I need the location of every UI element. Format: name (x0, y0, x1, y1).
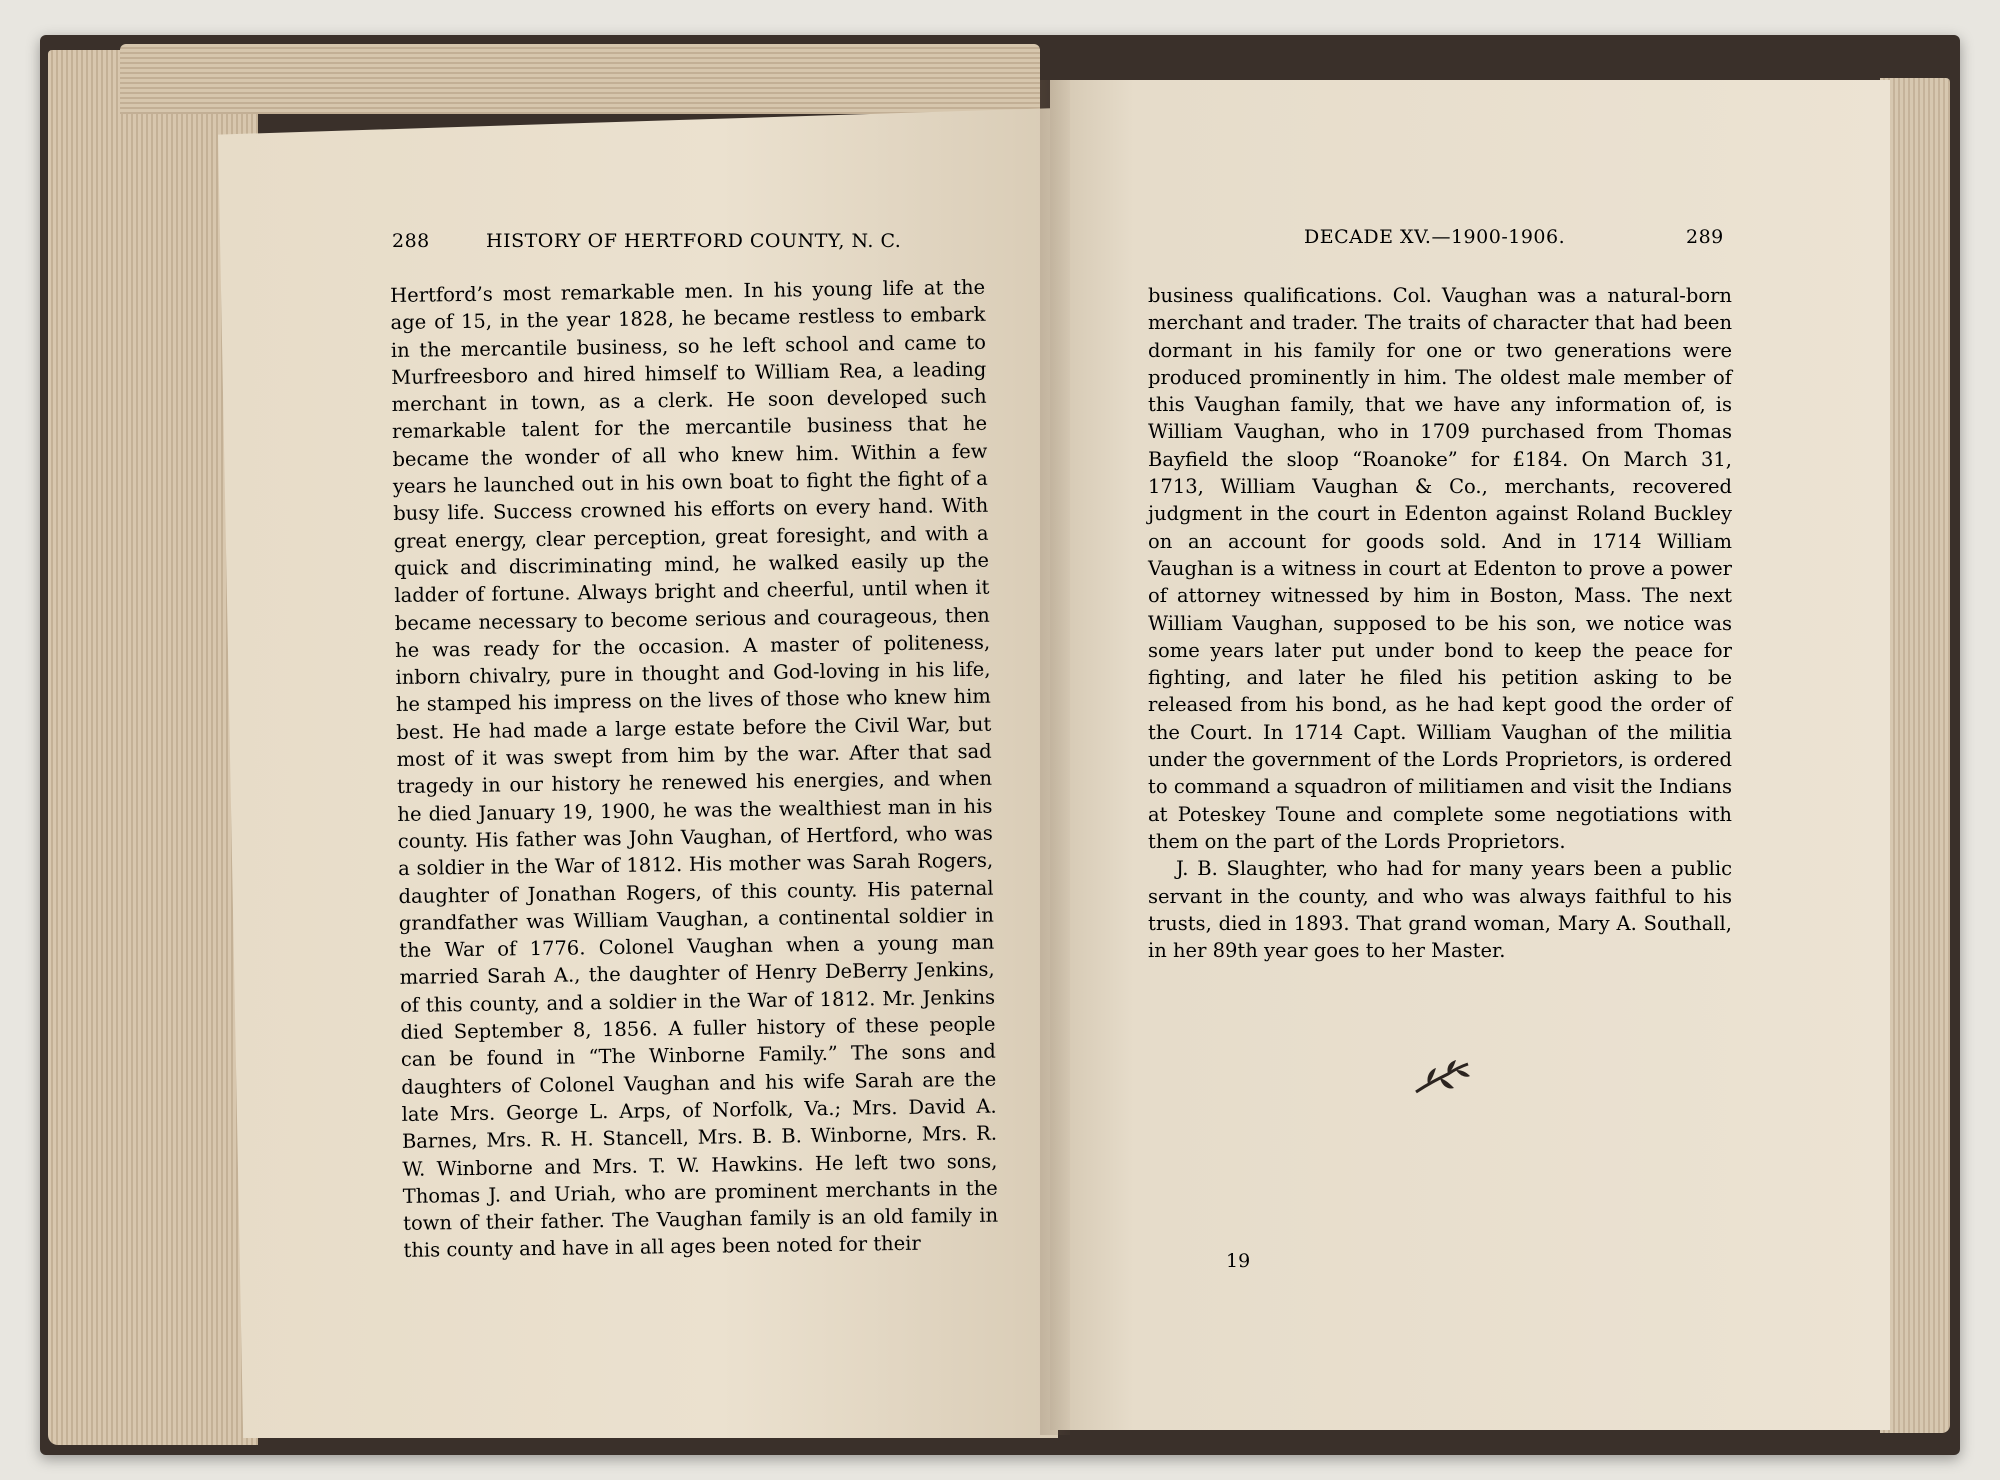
right-paragraph-1: business qualifications. Col. Vaughan was a natural-born merchant and trader. The traits of character that had been dormant in his family for one or two generations were produced prominently in him. The oldest male member of this Vaughan family, that we have any information of, is William Vaughan, who in 1709 purchased from Thomas Bayfield the sloop “Roanoke” for £184. On March 31, 1713, William Vaughan & Co., merchants, recovered judgment in the court in Edenton against Roland Buckley on an account for goods sold. And in 1714 William Vaughan is a witness in court at Edenton to prove a power of attorney witnessed by him in Boston, Mass. The next William Vaughan, supposed to be his son, we notice was some years later put under bond to keep the peace for fighting, and later he filed his petition asking to be released from his bond, as he had kept good the order of the Court. In 1714 Capt. William Vaughan of the militia under the government of the Lords Proprietors, is ordered to command a squadron of militiamen and visit the Indians at Poteskey Toune and complete some negotiations with them on the part of the Lords Proprietors. (1148, 284, 1732, 853)
right-page-body (1148, 282, 1732, 964)
floral-ornament-icon (1412, 1058, 1472, 1112)
left-paragraph: Hertford’s most remarkable men. In his young life at the age of 15, in the year 1828, he became restless to embark in the mercantile business, so he left school and came to Murfreesboro and hired himself to William Rea, a leading merchant in town, as a clerk. He soon developed such remarkable talent for the mercantile business that he became the wonder of all who knew him. Within a few years he launched out in his own boat to fight the fight of a busy life. Success crowned his efforts on every hand. With great energy, clear perception, great foresight, and with a quick and discriminating mind, he walked easily up the ladder of fortune. Always bright and cheerful, until when it became necessary to become serious and courageous, then he was ready for the occasion. A master of politeness, inborn chivalry, pure in thought and God-loving in his life, he stamped his impress on the lives of those who knew him best. He had made a large estate before the Civil War, but most of it was swept from him by the war. After that sad tragedy in our history he renewed his energies, and when he died January 19, 1900, he was the wealthiest man in his county. His father was John Vaughan, of Hertford, who was a soldier in the War of 1812. His mother was Sarah Rogers, daughter of Jonathan Rogers, of this county. His paternal grandfather was William Vaughan, a continental soldier in the War of 1776. Colonel Vaughan when a young man married Sarah A., the daughter of Henry DeBerry Jenkins, of this county, and a soldier in the War of 1812. Mr. Jenkins died September 8, 1856. A fuller history of these people can be found in “The Winborne Family.” The sons and daughters of Colonel Vaughan and his wife Sarah are the late Mrs. George L. Arps, of Norfolk, Va.; Mrs. David A. Barnes, Mrs. R. H. Stancell, Mrs. B. B. Winborne, Mrs. R. W. Winborne and Mrs. T. W. Hawkins. He left two sons, Thomas J. and Uriah, who are prominent merchants in the town of their father. The Vaughan family is an old family in this county and have in all ages been noted for their (390, 275, 999, 1263)
left-running-head: HISTORY OF HERTFORD COUNTY, N. C. (486, 230, 902, 252)
book-gutter (1040, 80, 1070, 1435)
right-running-head: DECADE XV.—1900-1906. (1304, 226, 1566, 248)
left-page-number: 288 (392, 230, 430, 252)
left-page-body (390, 274, 999, 1265)
signature-mark: 19 (1226, 1250, 1251, 1272)
page-edges-right (1880, 78, 1950, 1433)
right-page-number: 289 (1686, 226, 1724, 248)
page-edges-top (120, 44, 1040, 114)
right-paragraph-2: J. B. Slaughter, who had for many years been a public servant in the county, and who was always faithful to his trusts, died in 1893. That grand woman, Mary A. Southall, in her 89th year goes to her Master. (1148, 857, 1732, 963)
